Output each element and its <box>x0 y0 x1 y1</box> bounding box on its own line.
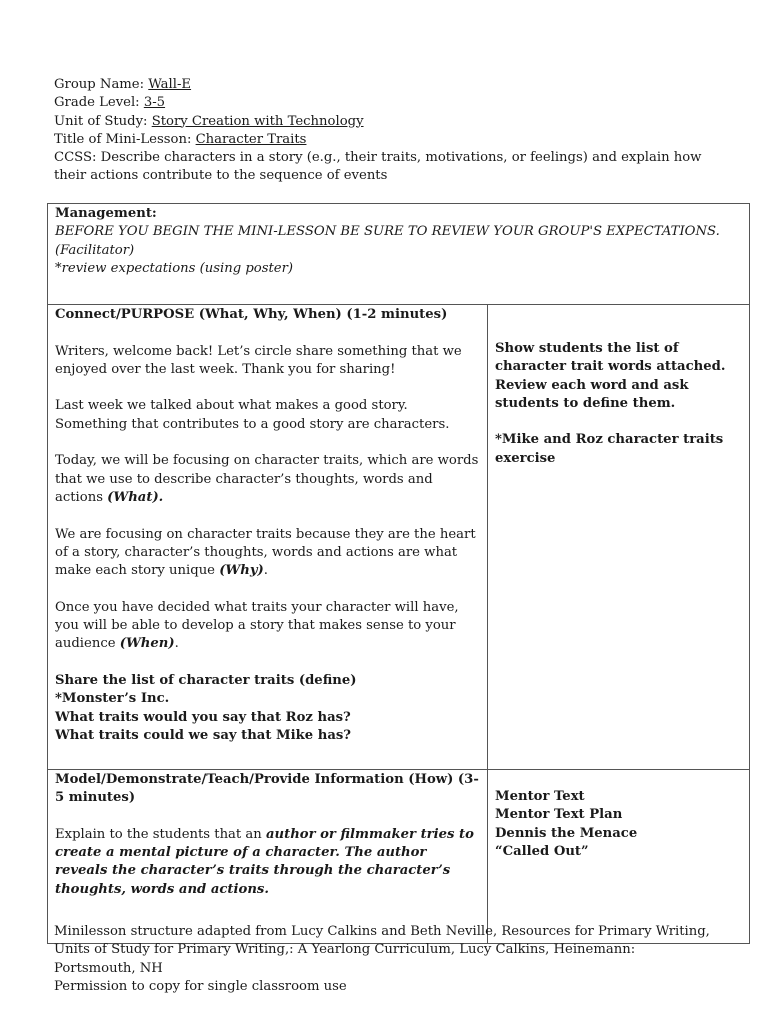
management-row <box>48 204 750 305</box>
management-cell <box>48 204 750 305</box>
footer-citation <box>54 923 714 996</box>
mini-lesson-title-label: Title of Mini-Lesson: <box>54 131 196 147</box>
model-notes-cell <box>488 770 750 944</box>
why-text: We are focusing on character traits because they are the heart of a story, character’s thoughts, words and actions are what make each story unique <box>55 526 476 579</box>
connect-cell <box>48 305 488 770</box>
grade-level-label: Grade Level: <box>54 95 144 111</box>
management-expectations: BEFORE YOU BEGIN THE MINI-LESSON BE SURE TO REVIEW YOUR GROUP'S EXPECTATIONS. <box>55 224 720 240</box>
model-row <box>48 770 750 944</box>
management-facilitator: (Facilitator) <box>55 242 135 258</box>
what-emphasis: (What). <box>107 489 164 505</box>
model-explain-paragraph <box>55 826 480 899</box>
model-explain-emphasis: author or filmmaker tries to create a mental picture of a character. The author reveals the character’s traits through the character’s thoughts, words and actions. <box>55 826 474 897</box>
share-traits-line: Share the list of character traits (define) <box>55 672 357 688</box>
group-name-label: Group Name: <box>54 77 149 92</box>
group-name-value: Wall-E <box>148 77 192 92</box>
ccss-standard: CCSS: Describe characters in a story (e.g., their traits, motivations, or feelings) and explain how their actions contribute to the sequence of events <box>54 150 702 184</box>
grade-level-line <box>54 94 724 112</box>
connect-paragraph-what <box>55 452 480 507</box>
share-mike-question: What traits could we say that Mike has? <box>55 727 352 743</box>
model-explain-text: Explain to the students that an <box>55 826 266 842</box>
footer-source: Minilesson structure adapted from Lucy Calkins and Beth Neville, Resources for Primary Writing, Units of Study for Primary Writing,: A Yearlong Curriculum, Lucy Calkins, Heinemann: Portsmouth, NH <box>54 924 710 976</box>
connect-notes-exercise: *Mike and Roz character traits exercise <box>495 432 724 466</box>
connect-paragraph-last-week: Last week we talked about what makes a good story. Something that contributes to a good story are characters. <box>55 398 450 432</box>
share-monsters-inc: *Monster’s Inc. <box>55 691 170 707</box>
connect-heading: Connect/PURPOSE (What, Why, When) (1-2 minutes) <box>55 307 448 322</box>
management-heading: Management: <box>55 206 157 221</box>
dennis-the-menace: Dennis the Menace <box>495 825 638 841</box>
connect-paragraph-welcome: Writers, welcome back! Let’s circle share something that we enjoyed over the last week. Thank you for sharing! <box>55 343 462 377</box>
connect-notes-show-list: Show students the list of character trait words attached. Review each word and ask students to define them. <box>495 341 726 411</box>
unit-of-study-line <box>54 113 724 131</box>
lesson-header <box>54 76 724 186</box>
group-name-line <box>54 76 724 94</box>
model-heading: Model/Demonstrate/Teach/Provide Information (How) (3-5 minutes) <box>55 772 479 806</box>
footer-permission: Permission to copy for single classroom use <box>54 978 347 994</box>
unit-of-study-label: Unit of Study: <box>54 113 152 129</box>
when-end: . <box>174 636 179 652</box>
lesson-plan-table <box>47 203 750 944</box>
grade-level-value: 3-5 <box>143 95 166 111</box>
model-cell <box>48 770 488 944</box>
mentor-text: Mentor Text <box>495 789 585 804</box>
unit-of-study-value: Story Creation with Technology <box>151 113 364 129</box>
when-text: Once you have decided what traits your character will have, you will be able to develop a story that makes sense to your audience <box>55 599 459 652</box>
management-review-note: *review expectations (using poster) <box>55 260 294 276</box>
connect-paragraph-when <box>55 599 480 654</box>
share-roz-question: What traits would you say that Roz has? <box>55 709 351 725</box>
why-emphasis: (Why) <box>219 563 264 579</box>
when-emphasis: (When) <box>119 636 175 652</box>
connect-notes-cell <box>488 305 750 770</box>
mini-lesson-title-line <box>54 131 724 149</box>
connect-paragraph-why <box>55 526 480 581</box>
called-out: “Called Out” <box>495 843 589 859</box>
what-text: Today, we will be focusing on character traits, which are words that we use to describe character’s thoughts, words and actions <box>55 453 479 505</box>
mentor-text-plan: Mentor Text Plan <box>495 807 623 823</box>
mini-lesson-title-value: Character Traits <box>195 131 307 147</box>
connect-row <box>48 305 750 770</box>
why-end: . <box>263 563 268 579</box>
